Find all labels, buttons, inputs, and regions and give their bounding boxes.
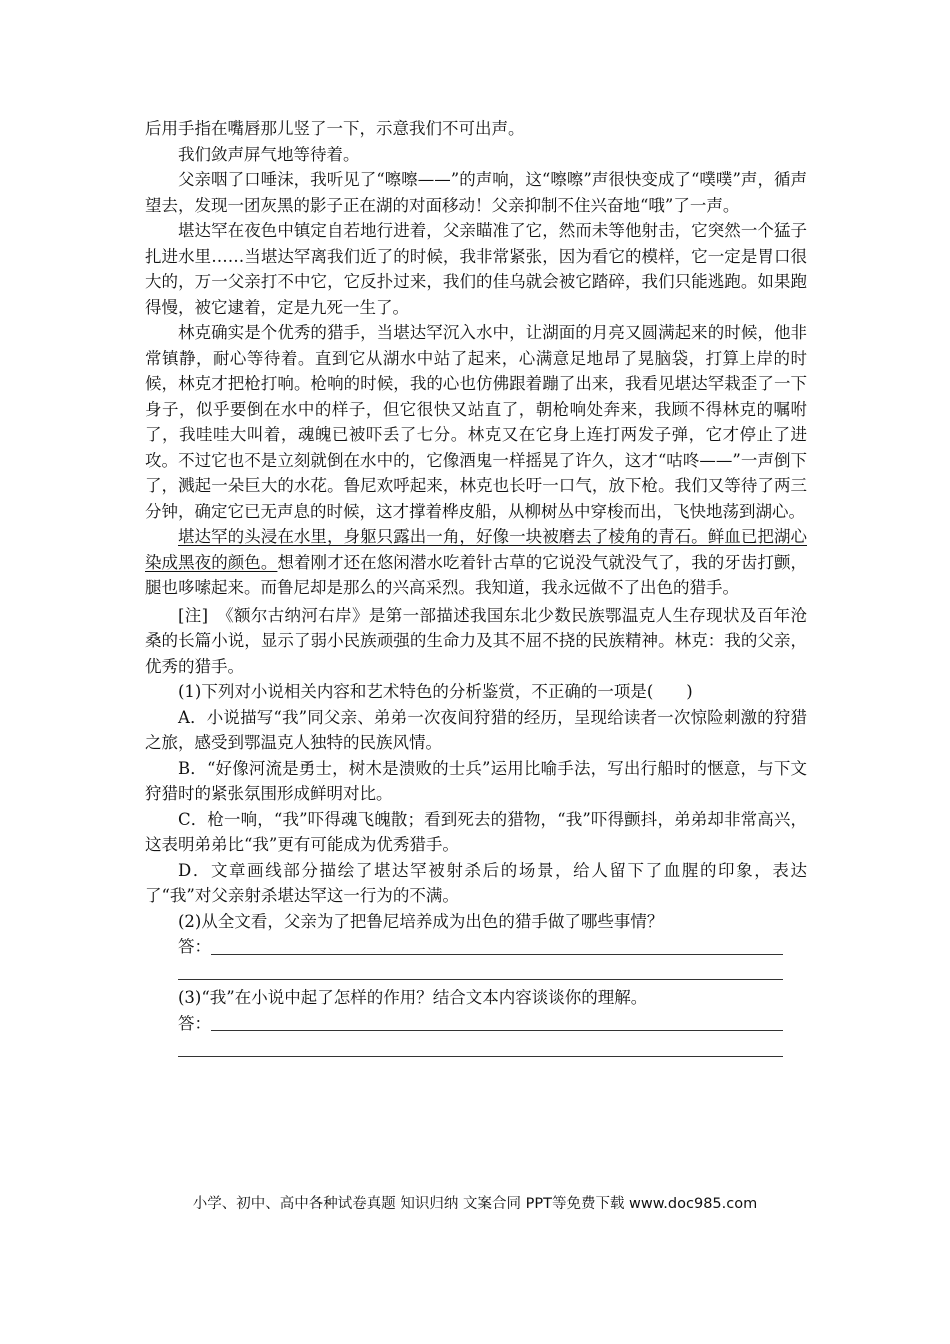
question-2: (2)从全文看，父亲为了把鲁尼培养成为出色的猎手做了哪些事情？ [178,911,664,931]
story-paragraph-6-rest: 想着刚才还在悠闲潜水吃着针古草的它说没气就没气了，我的牙齿打颤，腿也哆嗦起来。而鲁尼却是那么的兴高采烈。我知道，我永远做不了出色的猎手。 [145,552,808,597]
answer-blank-line[interactable] [178,960,807,986]
story-paragraph-2: 我们敛声屏气地等待着。 [178,144,360,164]
story-paragraph-5: 林克确实是个优秀的猎手，当堪达罕沉入水中，让湖面的月亮又圆满起来的时候，他非常镇静，耐心等待着。直到它从湖水中站了起来，心满意足地昂了晃脑袋，打算上岸的时候，林克才把枪打响。枪响的时候，我的心也仿佛跟着蹦了出来，我看见堪达罕栽歪了一下身子，似乎要倒在水中的样子，但它很快又站直了，朝枪响处奔来，我顾不得林克的嘱咐了，我哇哇大叫着，魂魄已被吓丢了七分。林克又在它身上连打两发子弹，它才停止了进攻。不过它也不是立刻就倒在水中的，它像酒鬼一样摇晃了许久，这才“咕咚——”一声倒下了，溅起一朵巨大的水花。鲁尼欢呼起来，林克也长吁一口气，放下枪。我们又等待了两三分钟，确定它已无声息的时候，这才撑着桦皮船，从柳树丛中穿梭而出，飞快地荡到湖心。 [145,323,807,521]
option-b: B．“好像河流是勇士，树木是溃败的士兵”运用比喻手法，写出行船时的惬意，与下文狩猎时的紧张氛围形成鲜明对比。 [145,758,807,803]
underlined-passage: 堪达罕的头浸在水里，身躯只露出一角，好像一块被磨去了棱角的青石。鲜血已把湖心染成黑夜的颜色。 [145,527,807,572]
option-a: A．小说描写“我”同父亲、弟弟一次夜间狩猎的经历，呈现给读者一次惊险刺激的狩猎之旅，感受到鄂温克人独特的民族风情。 [145,707,807,752]
question-3: (3)“我”在小说中起了怎样的作用？结合文本内容谈谈你的理解。 [178,988,648,1007]
answer-label: 答： [178,1013,211,1033]
document-page [145,116,807,1062]
question-1: (1)下列对小说相关内容和艺术特色的分析鉴赏，不正确的一项是( ) [178,682,693,701]
story-paragraph-3: 父亲咽了口唾沫，我听见了“嚓嚓——”的声响，这“嚓嚓”声很快变成了“噗噗”声，循声望去，发现一团灰黑的影子正在湖的对面移动！父亲抑制不住兴奋地“哦”了一声。 [145,170,807,215]
answer-underline [178,979,783,980]
option-c: C．枪一响，“我”吓得魂飞魄散；看到死去的猎物，“我”吓得颤抖，弟弟却非常高兴，这表明弟弟比“我”更有可能成为优秀猎手。 [145,809,807,854]
page-footer: 小学、初中、高中各种试卷真题 知识归纳 文案合同 PPT等免费下载 www.doc985.com [192,1196,758,1212]
story-paragraph-1: 后用手指在嘴唇那儿竖了一下，示意我们不可出声。 [145,119,525,138]
story-paragraph-4: 堪达罕在夜色中镇定自若地行进着，父亲瞄准了它，然而未等他射击，它突然一个猛子扎进水里……当堪达罕离我们近了的时候，我非常紧张，因为看它的模样，它一定是胃口很大的，万一父亲打不中它，它反扑过来，我们的佳乌就会被它踏碎，我们只能逃跑。如果跑得慢，被它逮着，定是九死一生了。 [145,221,807,317]
annotation-note: [注] 《额尔古纳河右岸》是第一部描述我国东北少数民族鄂温克人生存现状及百年沧桑的长篇小说，显示了弱小民族顽强的生命力及其不屈不挠的民族精神。林克：我的父亲，优秀的猎手。 [145,605,807,676]
option-d: D．文章画线部分描绘了堪达罕被射杀后的场景，给人留下了血腥的印象，表达了“我”对父亲射杀堪达罕这一行为的不满。 [145,860,807,905]
answer-label: 答： [178,937,211,956]
answer-underline [178,1056,783,1057]
story-paragraph-6 [145,524,807,601]
answer-field-q3[interactable] [145,1011,807,1037]
answer-blank-line[interactable] [178,1036,807,1062]
answer-field-q2[interactable] [145,934,807,960]
answer-underline [211,1030,783,1031]
answer-underline [211,954,783,955]
